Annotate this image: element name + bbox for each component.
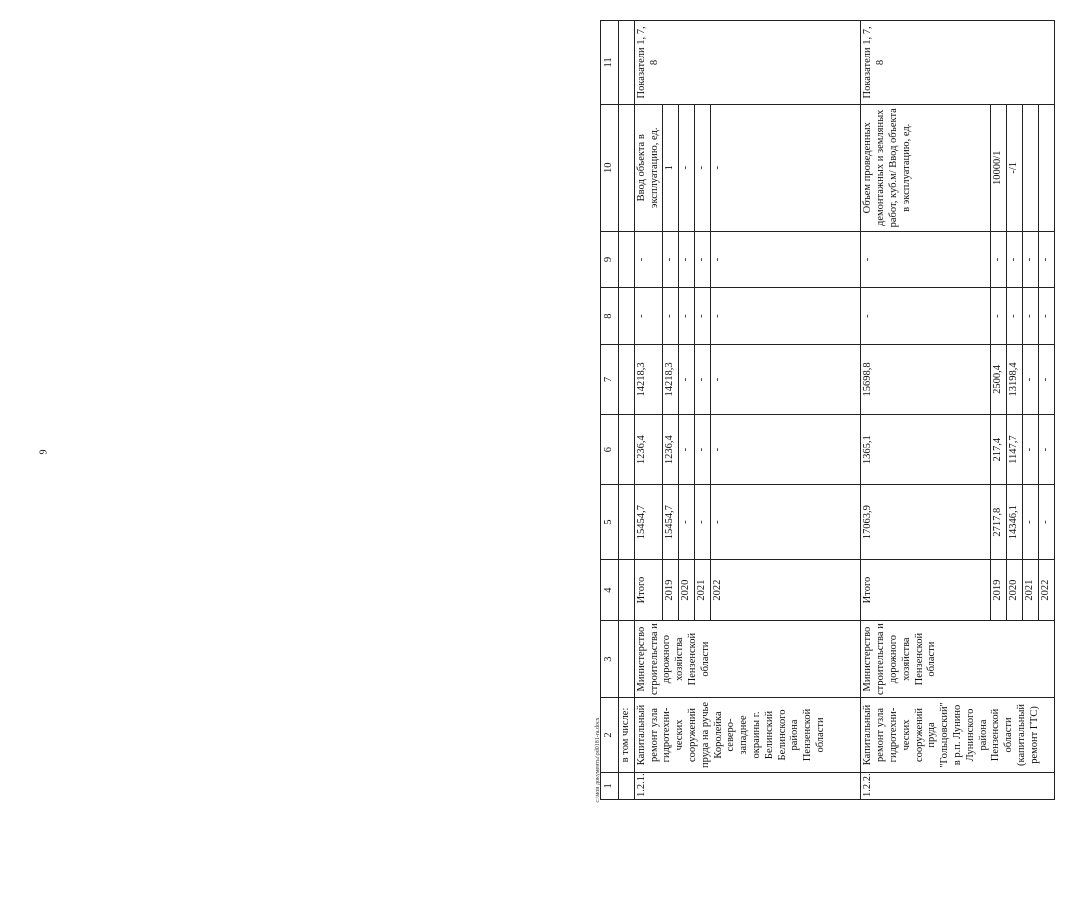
period: 2020 (679, 559, 695, 620)
indicators-ref: Показатели 1, 7, 8 (861, 21, 1055, 105)
regional-value: 217,4 (991, 415, 1007, 485)
total-value: - (1023, 485, 1039, 560)
indicator-text: Объем проведенных демонтажных и земляных работ, куб.м/ Ввод объекта в эксплуатацию, ед. (861, 104, 991, 231)
regional-value: 1365,1 (861, 415, 991, 485)
col-header: 8 (601, 288, 619, 345)
period: 2021 (1023, 559, 1039, 620)
period: 2021 (695, 559, 711, 620)
col-header: 3 (601, 621, 619, 698)
period: 2022 (1039, 559, 1055, 620)
intro-row (619, 21, 635, 800)
executor: Министерство строительства и дорожного хозяйства Пензенской области (861, 621, 1055, 698)
indicator-value: - (711, 104, 861, 231)
col8-value: - (1007, 288, 1023, 345)
page-number: 9 (38, 449, 50, 455)
col8-value: - (679, 288, 695, 345)
federal-value: 2500,4 (991, 344, 1007, 414)
total-value: 15454,7 (634, 485, 663, 560)
col9-value: - (991, 231, 1007, 288)
row-number: 1.2.2. (861, 772, 1055, 799)
col8-value: - (861, 288, 991, 345)
total-value: - (695, 485, 711, 560)
col8-value: - (634, 288, 663, 345)
total-value: 15454,7 (663, 485, 679, 560)
col9-value: - (679, 231, 695, 288)
column-number-row (601, 21, 619, 800)
col-header: 9 (601, 231, 619, 288)
total-value: 14346,1 (1007, 485, 1023, 560)
total-value: - (679, 485, 695, 560)
regional-value: - (679, 415, 695, 485)
indicator-value: - (679, 104, 695, 231)
col-header: 11 (601, 21, 619, 105)
col9-value: - (1023, 231, 1039, 288)
total-value: - (1039, 485, 1055, 560)
col-header: 10 (601, 104, 619, 231)
col9-value: - (1007, 231, 1023, 288)
col9-value: - (634, 231, 663, 288)
col9-value: - (663, 231, 679, 288)
footer-file-path: c:\мои документы\pd0181-ra.docx (595, 717, 601, 803)
col8-value: - (711, 288, 861, 345)
federal-value: - (679, 344, 695, 414)
measure-name: Капитальный ремонт узла гидротехни-ческих сооружений пруда на ручье Королейка северо-западнее окраины г. Белинский Белинского района Пензенской области (634, 698, 861, 773)
total-value: 17063,9 (861, 485, 991, 560)
table-row (634, 21, 663, 800)
regional-value: 1147,7 (1007, 415, 1023, 485)
period: 2022 (711, 559, 861, 620)
col8-value: - (991, 288, 1007, 345)
period: Итого (861, 559, 991, 620)
intro-text: в том числе: (619, 698, 635, 773)
indicator-value: 1 (663, 104, 679, 231)
total-value: - (711, 485, 861, 560)
period: 2019 (991, 559, 1007, 620)
federal-value: 15698,8 (861, 344, 991, 414)
col-header: 2 (601, 698, 619, 773)
period: 2019 (663, 559, 679, 620)
measure-name: Капитальный ремонт узла гидротехни-ческих сооружений пруда "Гольцовский" в р.п. Лунино Лунинского района Пензенской области (капитальный ремонт ГТС) (861, 698, 1055, 773)
col-header: 1 (601, 772, 619, 799)
col8-value: - (663, 288, 679, 345)
federal-value: - (711, 344, 861, 414)
executor: Министерство строительства и дорожного хозяйства Пензенской области (634, 621, 861, 698)
indicator-value (1023, 104, 1039, 231)
rotated-table-container (600, 20, 1080, 800)
regional-value: - (1023, 415, 1039, 485)
col9-value: - (1039, 231, 1055, 288)
federal-value: - (1039, 344, 1055, 414)
federal-value: - (1023, 344, 1039, 414)
col9-value: - (711, 231, 861, 288)
federal-value: 13198,4 (1007, 344, 1023, 414)
col-header: 6 (601, 415, 619, 485)
program-table (600, 20, 1055, 800)
col-header: 5 (601, 485, 619, 560)
indicators-ref: Показатели 1, 7, 8 (634, 21, 861, 105)
col8-value: - (695, 288, 711, 345)
col8-value: - (1039, 288, 1055, 345)
col-header: 4 (601, 559, 619, 620)
col9-value: - (861, 231, 991, 288)
col9-value: - (695, 231, 711, 288)
col8-value: - (1023, 288, 1039, 345)
period: 2020 (1007, 559, 1023, 620)
regional-value: 1236,4 (634, 415, 663, 485)
total-value: 2717,8 (991, 485, 1007, 560)
regional-value: - (711, 415, 861, 485)
indicator-value (1039, 104, 1055, 231)
col-header: 7 (601, 344, 619, 414)
indicator-value: -/1 (1007, 104, 1023, 231)
indicator-value: 10000/1 (991, 104, 1007, 231)
regional-value: - (695, 415, 711, 485)
indicator-value: - (695, 104, 711, 231)
table-row (861, 21, 991, 800)
indicator-text: Ввод объекта в эксплуатацию, ед. (634, 104, 663, 231)
federal-value: 14218,3 (634, 344, 663, 414)
regional-value: 1236,4 (663, 415, 679, 485)
federal-value: - (695, 344, 711, 414)
row-number: 1.2.1. (634, 772, 861, 799)
federal-value: 14218,3 (663, 344, 679, 414)
period: Итого (634, 559, 663, 620)
regional-value: - (1039, 415, 1055, 485)
